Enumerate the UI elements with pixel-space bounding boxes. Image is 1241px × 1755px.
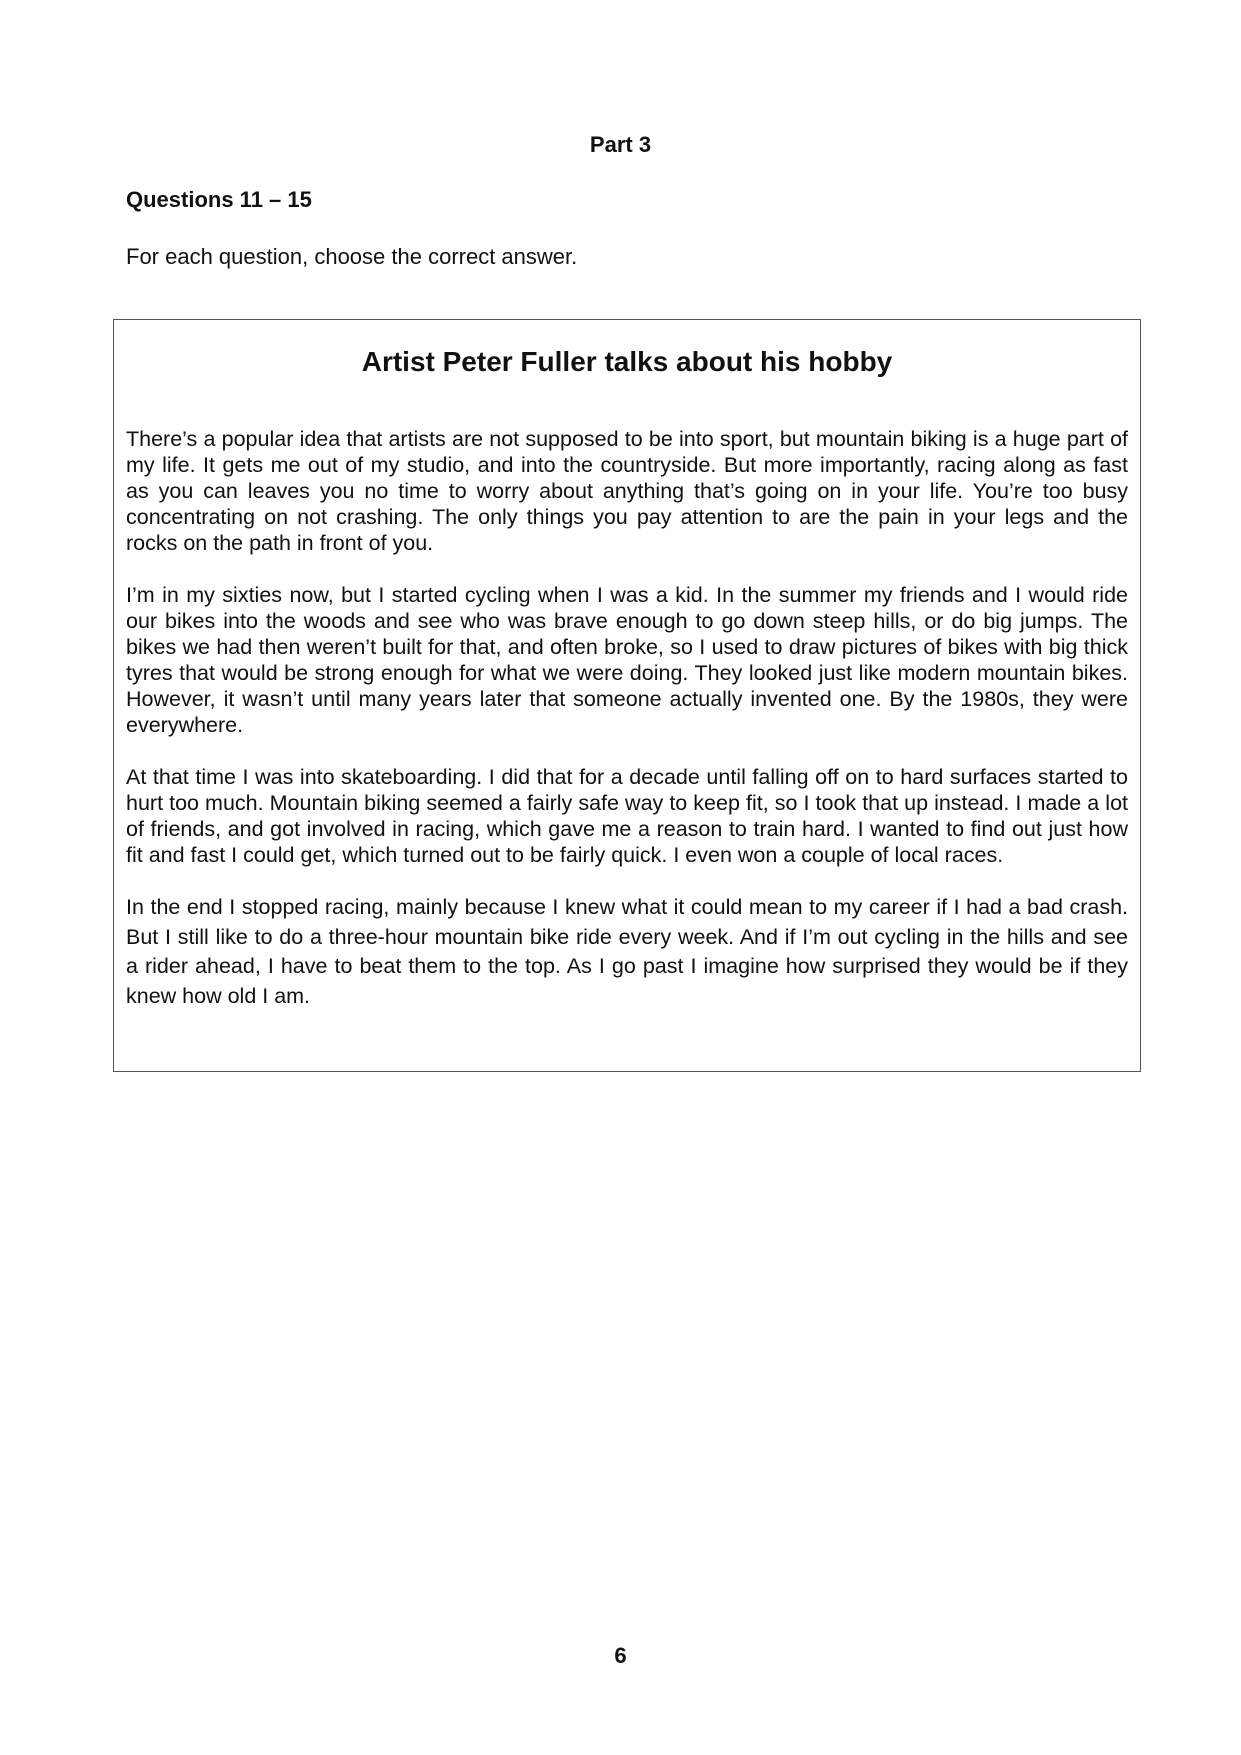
article-box <box>113 319 1141 1072</box>
part-title: Part 3 <box>589 132 652 157</box>
page-number: 6 <box>614 1643 627 1668</box>
article-paragraph: In the end I stopped racing, mainly because I knew what it could mean to my career if I had a bad crash. But I still like to do a three-hour mountain bike ride every week. And if I’m out cycling in the hills and see a rider ahead, I have to beat them to the top. As I go past I imagine how surprised they would be if they knew how old I am. <box>126 895 1128 1008</box>
questions-heading: Questions 11 – 15 <box>126 187 312 212</box>
article-paragraph: There’s a popular idea that artists are not supposed to be into sport, but mountain biking is a huge part of my life. It gets me out of my studio, and into the countryside. But more importantly, racing along as fast as you can leaves you no time to worry about anything that’s going on in your life. You’re too busy concentrating on not crashing. The only things you pay attention to are the pain in your legs and the rocks on the path in front of you. <box>126 427 1128 555</box>
article-paragraph: At that time I was into skateboarding. I did that for a decade until falling off on to hard surfaces started to hurt too much. Mountain biking seemed a fairly safe way to keep fit, so I took that up instead. I made a lot of friends, and got involved in racing, which gave me a reason to train hard. I wanted to find out just how fit and fast I could get, which turned out to be fairly quick. I even won a couple of local races. <box>126 765 1128 867</box>
article-body <box>126 426 1128 1037</box>
article-title: Artist Peter Fuller talks about his hobby <box>361 346 893 377</box>
article-paragraph: I’m in my sixties now, but I started cycling when I was a kid. In the summer my friends and I would ride our bikes into the woods and see who was brave enough to go down steep hills, or do big jumps. The bikes we had then weren’t built for that, and often broke, so I used to draw pictures of bikes with big thick tyres that would be strong enough for what we were doing. They looked just like modern mountain bikes. However, it wasn’t until many years later that someone actually invented one. By the 1980s, they were everywhere. <box>126 583 1128 737</box>
instruction-text: For each question, choose the correct answer. <box>126 244 578 269</box>
